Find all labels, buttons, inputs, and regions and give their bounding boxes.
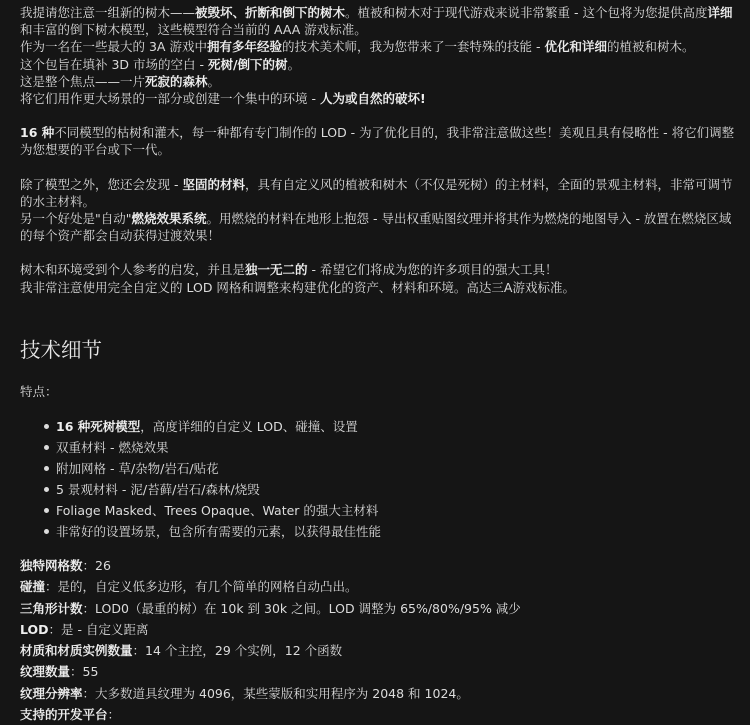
list-item: 双重材料 - 燃烧效果	[20, 437, 381, 458]
stat-platforms: 支持的开发平台：	[20, 707, 121, 723]
list-item: 16 种死树模型，高度详细的自定义 LOD、碰撞、设置	[20, 416, 381, 437]
materials-paragraph-1: 除了模型之外，您还会发现 - 坚固的材料，具有自定义风的植被和树木（不仅是死树）的主材料，全面的景观主材料，非常可调节的水主材料。	[20, 176, 733, 209]
closing-paragraph-2: 我非常注意使用完全自定义的 LOD 网格和调整来构建优化的资产、材料和环境。高达三A游戏标准。	[20, 279, 575, 295]
stat-unique-meshes: 独特网格数：26	[20, 558, 111, 573]
stat-lod: LOD：是 - 自定义距离	[20, 621, 149, 637]
stat-collision: 碰撞：是的，自定义低多边形，有几个简单的网格自动凸出。	[20, 579, 358, 595]
intro-paragraph-1: 我提请您注意一组新的树木——被毁坏、折断和倒下的树木。植被和树木对于现代游戏来说非常繁重 - 这个包将为您提供高度详细和丰富的倒下树木模型，这些模型符合当前的 AAA 游戏标准。	[20, 5, 733, 38]
tech-details-heading: 技术细节	[20, 338, 102, 362]
stat-texture-count: 纹理数量：55	[20, 664, 99, 680]
intro-paragraph-3: 这个包旨在填补 3D 市场的空白 - 死树/倒下的树。	[20, 56, 301, 72]
features-list	[20, 416, 381, 542]
list-item: 非常好的设置场景，包含所有需要的元素，以获得最佳性能	[20, 521, 381, 542]
models-paragraph: 16 种不同模型的枯树和灌木，每一种都有专门制作的 LOD - 为了优化目的，我非常注意做这些！美观且具有侵略性 - 将它们调整为您想要的平台或下一代。	[20, 125, 735, 158]
features-label: 特点：	[20, 384, 58, 399]
stat-triangle-count: 三角形计数：LOD0（最重的树）在 10k 到 30k 之间。LOD 调整为 65%/80%/95% 减少	[20, 600, 521, 616]
description-text	[20, 4, 742, 296]
stat-texture-resolution: 纹理分辨率：大多数道具纹理为 4096，某些蒙版和实用程序为 2048 和 1024。	[20, 685, 469, 701]
list-item: 附加网格 - 草/杂物/岩石/贴花	[20, 458, 381, 479]
intro-paragraph-5: 将它们用作更大场景的一部分或创建一个集中的环境 - 人为或自然的破坏!	[20, 91, 426, 107]
materials-paragraph-2: 另一个好处是"自动"燃烧效果系统。用燃烧的材料在地形上抱怨 - 导出权重贴图纹理并将其作为燃烧的地图导入 - 放置在燃烧区域的每个资产都会自动获得过渡效果！	[20, 211, 732, 244]
stat-materials: 材质和材质实例数量：14 个主控，29 个实例，12 个函数	[20, 643, 343, 659]
intro-paragraph-2: 作为一名在一些最大的 3A 游戏中拥有多年经验的技术美术师，我为您带来了一套特殊的技能 - 优化和详细的植被和树木。	[20, 39, 695, 55]
list-item: Foliage Masked、Trees Opaque、Water 的强大主材料	[20, 500, 381, 521]
closing-paragraph-1: 树木和环境受到个人参考的启发，并且是独一无二的 - 希望它们将成为您的许多项目的强大工具！	[20, 262, 558, 278]
tech-stats	[20, 555, 521, 725]
list-item: 5 景观材料 - 泥/苔藓/岩石/森林/烧毁	[20, 479, 381, 500]
intro-paragraph-4: 这是整个焦点——一片死寂的森林。	[20, 73, 221, 89]
